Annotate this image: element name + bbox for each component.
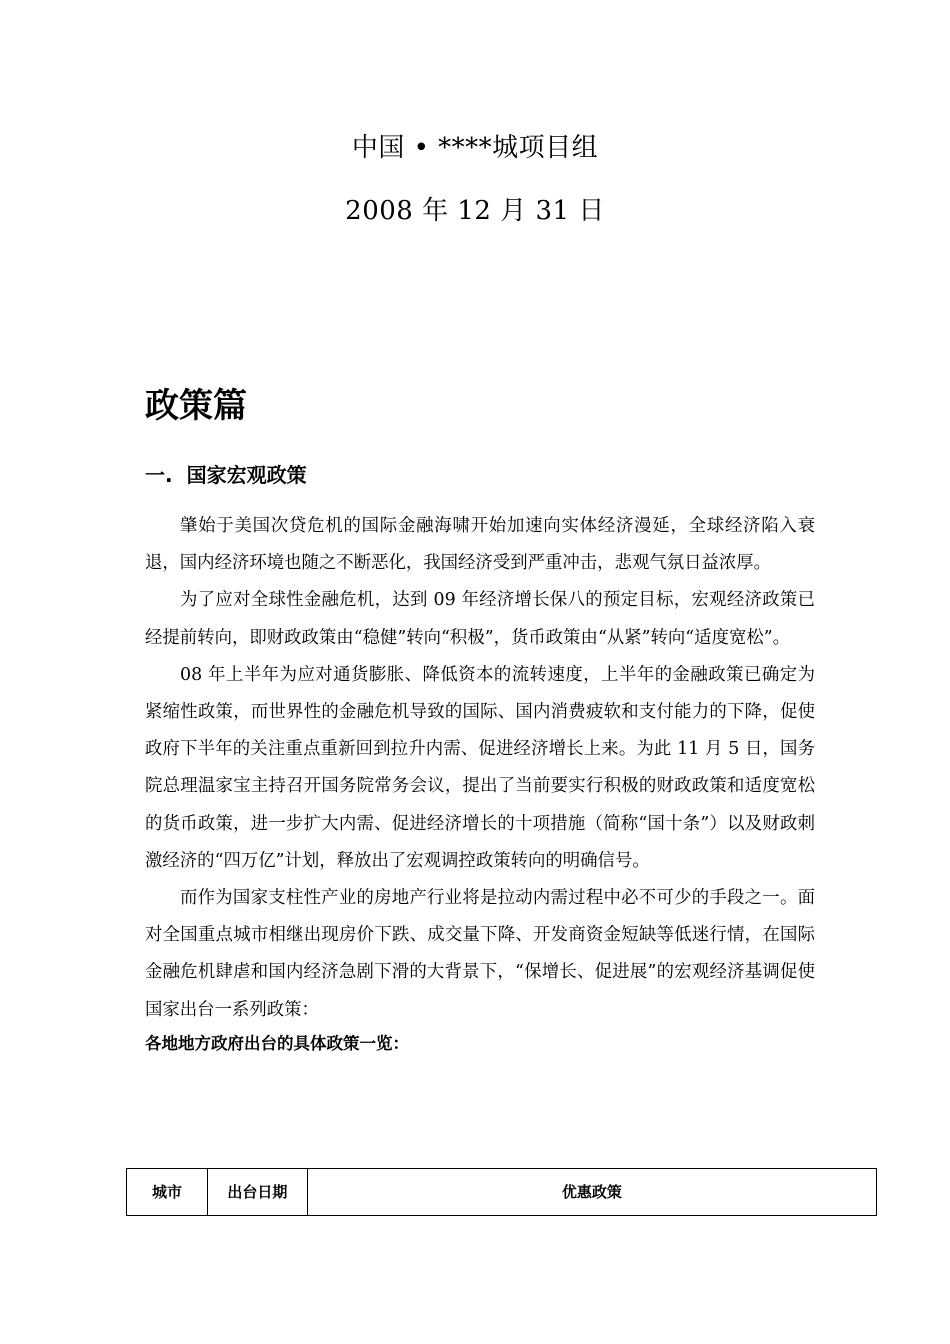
table-caption: 各地地方政府出台的具体政策一览： — [145, 1033, 409, 1053]
paragraph: 为了应对全球性金融危机，达到 09 年经济增长保八的预定目标，宏观经济政策已经提前转向，即财政政策由“稳健”转向“积极”，货币政策由“从紧”转向“适度宽松”。 — [145, 590, 815, 648]
paragraph: 而作为国家支柱性产业的房地产行业将是拉动内需过程中必不可少的手段之一。面对全国重点城市相继出现房价下跌、成交量下降、开发商资金短缺等低迷行情，在国际金融危机肆虐和国内经济急剧下滑的大背景下，“保增长、促进展”的宏观经济基调促使国家出台一系列政策： — [145, 888, 815, 1020]
section-heading — [145, 460, 307, 490]
section-title: 国家宏观政策 — [186, 463, 307, 487]
header-city: 城市 — [127, 1169, 208, 1216]
table-header-row — [127, 1169, 877, 1216]
body-text — [145, 508, 815, 1059]
policy-table — [126, 1168, 877, 1216]
section-number: 一. — [145, 463, 173, 487]
paragraph: 肇始于美国次贷危机的国际金融海啸开始加速向实体经济漫延，全球经济陷入衰退，国内经济环境也随之不断恶化，我国经济受到严重冲击，悲观气氛日益浓厚。 — [145, 516, 815, 574]
cover-org: 中国 • ****城项目组 — [351, 133, 599, 163]
header-date: 出台日期 — [207, 1169, 307, 1216]
paragraph: 08 年上半年为应对通货膨胀、降低资本的流转速度，上半年的金融政策已确定为紧缩性政策，而世界性的金融危机导致的国际、国内消费疲软和支付能力的下降，促使政府下半年的关注重点重新回到拉升内需、促进经济增长上来。为此 11 月 5 日，国务院总理温家宝主持召开国务院常务会议，提出了当前要实行积极的财政政策和适度宽松的货币政策，进一步扩大内需、促进经济增长的十项措施（简称“国十条”）以及财政刺激经济的“四万亿”计划，释放出了宏观调控政策转向的明确信号。 — [145, 664, 815, 871]
header-policy: 优惠政策 — [307, 1169, 876, 1216]
chapter-title: 政策篇 — [145, 386, 247, 426]
cover-date: 2008 年 12 月 31 日 — [345, 196, 605, 226]
